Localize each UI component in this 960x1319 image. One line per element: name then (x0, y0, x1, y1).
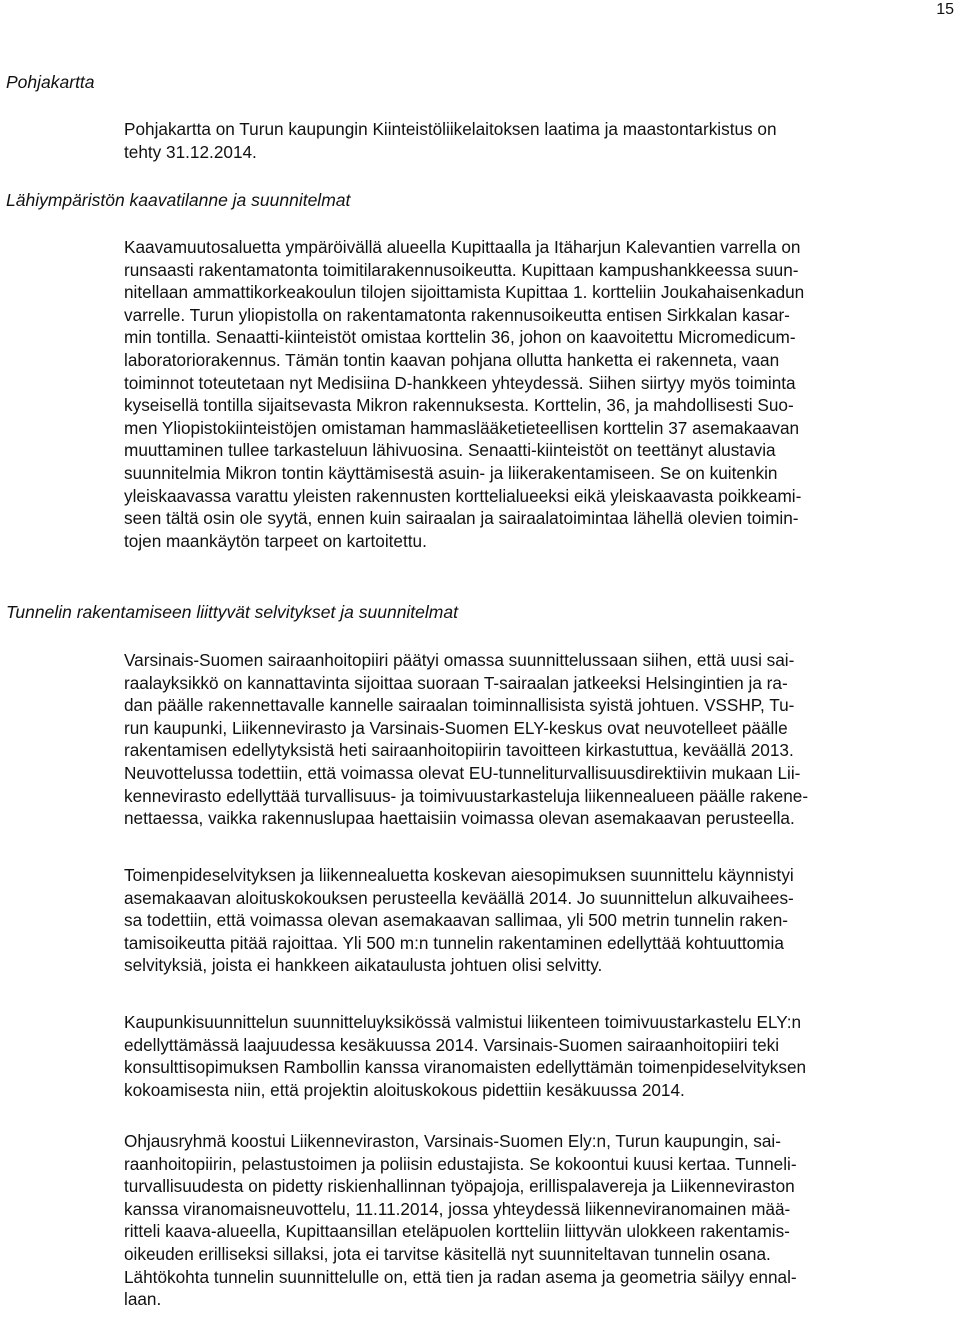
text-line: selvityksiä, joista ei hankkeen aikataulusta johtuen olisi selvitty. (124, 955, 603, 976)
text-line: toiminnot toteutetaan nyt Medisiina D-hankkeen yhteydessä. Siihen siirtyy myös toiminta (124, 372, 796, 393)
text-line: yleiskaavassa varattu yleisten rakennusten korttelialueeksi eikä yleiskaavasta poikkeami- (124, 485, 802, 506)
text-line: laan. (124, 1289, 162, 1310)
section-heading-tunneli: Tunnelin rakentamiseen liittyvät selvitykset ja suunnitelmat (6, 602, 458, 622)
text-line: nitellaan ammattikorkeakoulun tilojen sijoittamista Kupittaa 1. kortteliin Joukahaisenkadun (124, 282, 805, 303)
text-line: oikeuden erilliseksi sillaksi, jota ei tarvitse käsitellä nyt suunniteltavan tunnelin osana. (124, 1243, 771, 1264)
text-line: Toimenpideselvityksen ja liikennealuetta koskevan aiesopimuksen suunnittelu käynnistyi (124, 865, 794, 885)
text-line: varrelle. Turun yliopistolla on rakentamatonta rakennusoikeutta entisen Sirkkalan kasar- (124, 304, 790, 325)
text-line: kyseisellä tontilla sijaitsevasta Mikron rakennuksesta. Korttelin, 36, ja mahdollisesti Suo- (124, 395, 794, 416)
text-line: raalayksikkö on kannattavinta sijoittaa suoraan T-sairaalan jatkeeksi Helsingintien ja ra- (124, 672, 788, 693)
text-line: edellyttämässä laajuudessa kesäkuussa 2014. Varsinais-Suomen sairaanhoitopiiri teki (124, 1034, 780, 1055)
paragraph-tunneli-4 (124, 1130, 958, 1311)
text-line: kanssa viranomaisneuvottelu, 11.11.2014, jossa yhteydessä liikenneviranomainen mää- (124, 1198, 791, 1219)
paragraph-tunneli-2 (124, 864, 958, 977)
text-line: runsaasti rakentamatonta toimitilarakennusoikeutta. Kupittaan kampushankkeessa suun- (124, 259, 799, 280)
paragraph-tunneli-1 (124, 649, 958, 830)
text-line: Lähtökohta tunnelin suunnittelulle on, että tien ja radan asema ja geometria säilyy ennal- (124, 1266, 797, 1287)
paragraph-pohjakartta (124, 118, 958, 163)
text-line: Kaavamuutosaluetta ympäröivällä alueella Kupittaalla ja Itäharjun Kalevantien varrella on (124, 237, 801, 257)
text-line: raanhoitopiirin, pelastustoimen ja poliisin edustajista. Se kokoontui kuusi kertaa. Tunneli- (124, 1153, 797, 1174)
text-line: Ohjausryhmä koostui Liikenneviraston, Varsinais-Suomen Ely:n, Turun kaupungin, sai- (124, 1131, 781, 1151)
text-line: kokoamisesta niin, että projektin aloituskokous pidettiin kesäkuussa 2014. (124, 1079, 685, 1100)
text-line: ritteli kaava-alueella, Kupittaansillan eteläpuolen kortteliin liittyvän ulokkeen rakentamis- (124, 1221, 790, 1242)
text-line: asemakaavan aloituskokouksen perusteella keväällä 2014. Jo suunnittelun alkuvaihees- (124, 887, 794, 908)
text-line: kennevirasto edellyttää turvallisuus- ja toimivuustarkasteluja liikennealueen päälle rakene- (124, 785, 809, 806)
text-line: seen tältä osin ole syytä, ennen kuin sairaalan ja sairaalatoimintaa lähellä olevien toimin- (124, 508, 799, 529)
paragraph-tunneli-3 (124, 1011, 958, 1101)
text-line: turvallisuudesta on pidetty riskienhallinnan työpajoja, erillispalavereja ja Liikenneviraston (124, 1176, 795, 1197)
text-line: Neuvottelussa todettiin, että voimassa olevat EU-tunneliturvallisuusdirektiivin mukaan Lii- (124, 762, 801, 783)
section-heading-pohjakartta: Pohjakartta (6, 72, 95, 92)
text-line: suunnitelmia Mikron tontin käyttämisestä asuin- ja liikerakentamiseen. Se on kuitenkin (124, 462, 778, 483)
text-line: Varsinais-Suomen sairaanhoitopiiri päätyi omassa suunnittelussaan siihen, että uusi sai- (124, 650, 795, 670)
text-line: muuttaminen tullee tarkasteluun lähivuosina. Senaatti-kiinteistöt on teettänyt alustavia (124, 440, 776, 461)
text-line: run kaupunki, Liikennevirasto ja Varsinais-Suomen ELY-keskus ovat neuvotelleet päälle (124, 717, 788, 738)
text-line: nettaessa, vaikka rakennuslupaa haettaisiin voimassa olevan asemakaavan perusteella. (124, 808, 795, 829)
text-line: Kaupunkisuunnittelun suunnitteluyksikössä valmistui liikenteen toimivuustarkastelu ELY:n (124, 1012, 802, 1032)
text-line: min tontilla. Senaatti-kiinteistöt omistaa korttelin 36, johon on kaavoitettu Micromedicum- (124, 327, 796, 348)
text-line: laboratoriorakennus. Tämän tontin kaavan pohjana ollutta hanketta ei rakenneta, vaan (124, 349, 780, 370)
section-heading-kaavatilanne: Lähiympäristön kaavatilanne ja suunnitelmat (6, 190, 351, 210)
text-line: Pohjakartta on Turun kaupungin Kiinteistöliikelaitoksen laatima ja maastontarkistus on (124, 119, 777, 139)
text-line: men Yliopistokiinteistöjen omistaman hammaslääketieteellisen korttelin 37 asemakaavan (124, 417, 800, 438)
text-line: tamisoikeutta pitää rajoittaa. Yli 500 m:n tunnelin rakentaminen edellyttää kohtuuttomia (124, 932, 784, 953)
paragraph-kaavatilanne (124, 236, 958, 552)
text-line: konsulttisopimuksen Rambollin kanssa viranomaisten edellyttämän toimenpideselvityksen (124, 1057, 807, 1078)
text-line: tojen maankäytön tarpeet on kartoitettu. (124, 530, 427, 551)
text-line: dan päälle rakennettavalle kannelle sairaalan toiminnallisista syistä johtuen. VSSHP, Tu- (124, 695, 795, 716)
text-line: sa todettiin, että voimassa olevan asemakaavan sallimaa, yli 500 metrin tunnelin raken- (124, 910, 788, 931)
text-line: tehty 31.12.2014. (124, 141, 257, 162)
text-line: rakentamisen edellytyksistä heti sairaanhoitopiirin tavoitteen kirkastuttua, keväällä 2013. (124, 740, 794, 761)
page-number: 15 (936, 1, 954, 18)
